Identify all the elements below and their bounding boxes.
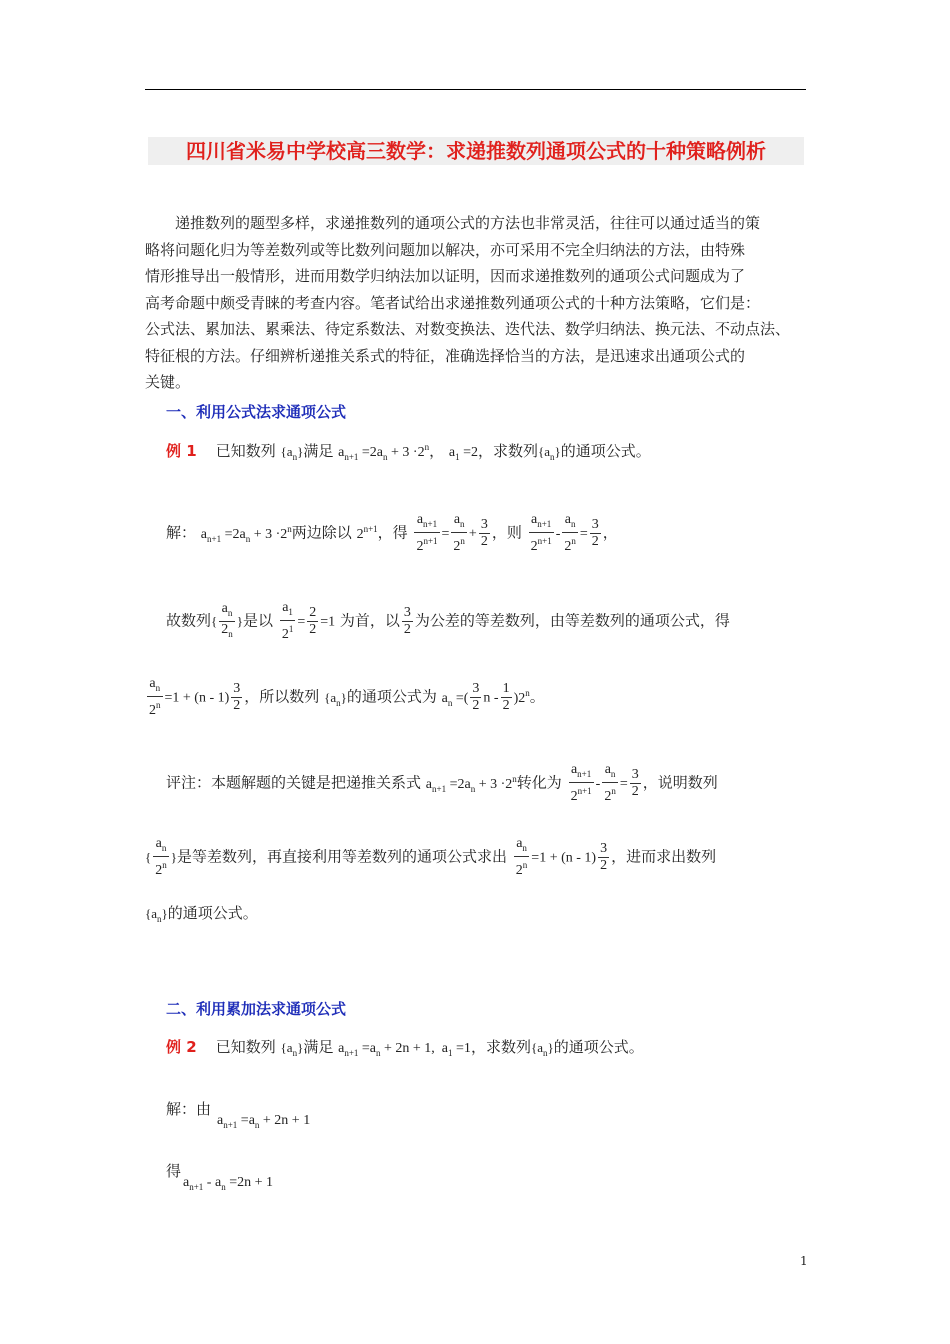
- intro-line: 特征根的方法。仔细辨析递推关系式的特征，准确选择恰当的方法，是迅速求出通项公式的: [145, 346, 746, 365]
- solution-2-line-2: 得: [166, 1162, 182, 1180]
- comment-1-line-3: $\{a_n\}$的通项公式。: [145, 904, 258, 924]
- formula-seq-an: $\{a_n\}$: [280, 444, 304, 462]
- header-rule: [145, 89, 806, 90]
- comment-1-line-1: 评注：本题解题的关键是把递推关系式 $a_{n+1} =2a_n + 3 \cdot 2^n$转化为 $\frac{a_{n+1}}{2^{n+1}}$ - $\frac{a_n}{2^n}$ = $\frac{3}{2}$ ，说明数列: [166, 762, 718, 804]
- formula-solution-2a: $a_{n+1} =a_n + 2n + 1$: [217, 1113, 311, 1130]
- intro-line: 公式法、累加法、累乘法、待定系数法、对数变换法、迭代法、数学归纳法、换元法、不动点法、: [145, 320, 791, 338]
- example-label: 例 2: [166, 1038, 197, 1056]
- page-title: 四川省米易中学校高三数学：求递推数列通项公式的十种策略例析: [148, 137, 804, 165]
- example-label: 例 1: [166, 442, 197, 460]
- formula-recurrence: $a_{n+1} =2a_n + 3 \cdot 2^n$: [338, 442, 430, 462]
- formula-recurrence-2: $a_{n+1} =a_n + 2n + 1$, $a_1 =1$: [338, 1041, 471, 1058]
- formula-initial: $a_1 =2$: [448, 445, 478, 462]
- intro-line: 高考命题中颇受青睐的考查内容。笔者试给出求递推数列通项公式的十种方法策略，它们是：: [145, 293, 761, 312]
- solution-1-line-2: 故数列{ $\frac{a_n}{2_n}$ }是以 $\frac{a_1}{2^1}$ = $\frac{2}{2}$ =1 为首，以 $\frac{3}{2}$ 为公差的等差数列，由等差数列的通项公式，得: [166, 600, 730, 642]
- page-number: 1: [800, 1254, 808, 1268]
- comment-1-line-2: { $\frac{a_n}{2^n}$ }是等差数列，再直接利用等差数列的通项公式求出 $\frac{a_n}{2^n}$ =1 + (n - 1) $\frac{3}{2}$ ，进而求出数列: [145, 836, 717, 878]
- intro-line: 情形推导出一般情形，进而用数学归纳法加以证明，因而求递推数列的通项公式问题成为了: [145, 267, 746, 285]
- section-heading-1: 一、利用公式法求通项公式: [166, 403, 347, 421]
- intro-line: 关键。: [145, 373, 191, 391]
- solution-1-line-1: 解： $a_{n+1} =2a_n + 3 \cdot 2^n$两边除以 $2^{n+1}$，得 $\frac{a_{n+1}}{2^{n+1}}$ = $\frac{a_n}{2^n}$ + $\frac{3}{2}$ ，则 $\frac{a_{n+1}}{2^{n+1}}$ - $\frac{a_n}{2^n}$ = $\frac{3}{2}$ ，: [166, 512, 618, 554]
- intro-line: 略将问题化归为等差数列或等比数列问题加以解决，亦可采用不完全归纳法的方法，由特殊: [145, 240, 746, 259]
- intro-line: 递推数列的题型多样，求递推数列的通项公式的方法也非常灵活，往往可以通过适当的策: [175, 214, 761, 232]
- solution-2-line-1: 解：由: [166, 1100, 212, 1118]
- intro-paragraph: [145, 210, 810, 396]
- formula-recurrence: $a_{n+1} =2a_n + 3 \cdot 2^n$: [200, 523, 292, 544]
- example-2: 例 2 已知数列 $\{a_n\}$满足 $a_{n+1} =a_n + 2n + 1$, $a_1 =1$，求数列$\{a_n\}$的通项公式。: [166, 1038, 644, 1058]
- solution-1-line-3: $\frac{a_n}{2^n}$ =1 + (n - 1) $\frac{3}{2}$ ，所以数列 $\{a_n\}$的通项公式为 $a_n$ =( $\frac{3}{2}$ n - $\frac{1}{2}$ )2$^n$。: [149, 676, 545, 718]
- formula-solution-2b: $a_{n+1} - a_n =2n + 1$: [183, 1175, 273, 1192]
- example-1: 例 1 已知数列 $\{a_n\}$满足 $a_{n+1} =2a_n + 3 \cdot 2^n$， $a_1 =2$，求数列$\{a_n\}$的通项公式。: [166, 442, 651, 462]
- section-heading-2: 二、利用累加法求通项公式: [166, 1000, 347, 1018]
- formula-divisor: $2^{n+1}$: [356, 523, 378, 542]
- formula-answer-1: $a_n$ =(: [441, 690, 469, 708]
